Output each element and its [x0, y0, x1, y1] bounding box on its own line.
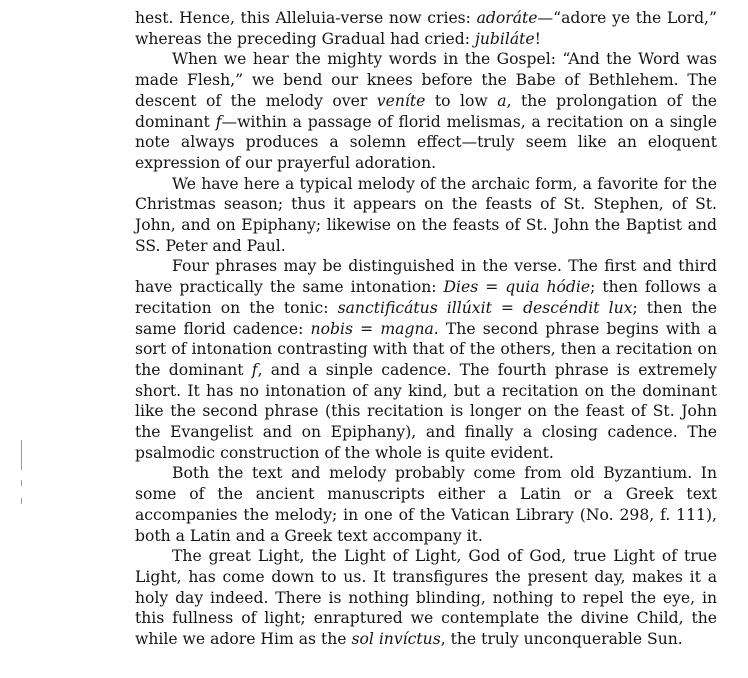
- text-run: Four phrases may be distinguished in the verse. The first and third have practically the same intonation:: [135, 257, 717, 297]
- italic-text: veníte: [376, 91, 426, 110]
- text-run: =: [352, 319, 381, 338]
- text-run: ; then the same florid cadence:: [135, 298, 717, 338]
- text-run: =: [491, 298, 524, 317]
- text-run: , the truly unconquerable Sun.: [440, 630, 683, 649]
- text-run: Both the text and melody probably come from old Byzantium. In some of the ancient manuscripts either a Latin or a Greek text accompanies the melody; in one of the Vatican Library (No. 298, f. 111), both a Latin and a Greek text accompany it.: [135, 464, 717, 545]
- margin-tick: [21, 480, 22, 486]
- document-body: [135, 8, 717, 650]
- text-run: hest. Hence, this Alleluia-verse now cries:: [135, 9, 477, 27]
- italic-text: Dies: [443, 278, 479, 297]
- italic-text: descéndit lux: [523, 298, 633, 317]
- text-run: When we hear the mighty words in the Gospel: “And the Word was made Flesh,” we bend our knees before the Babe of Bethlehem. The descent of the melody over: [135, 50, 717, 110]
- paragraph: [135, 8, 717, 49]
- paragraph: [135, 174, 717, 257]
- italic-text: f: [215, 112, 222, 131]
- italic-text: sanctificátus illúxit: [337, 298, 492, 317]
- text-run: —“adore ye the Lord,” whereas the preceding Gradual had cried:: [135, 9, 717, 48]
- text-run: , the prolongation of the dominant: [135, 91, 718, 131]
- paragraph: [135, 256, 717, 463]
- italic-text: jubiláte: [474, 29, 535, 48]
- margin-tick: [21, 498, 22, 504]
- paragraph: [135, 463, 717, 546]
- text-run: . The second phrase begins with a sort of intonation contrasting with that of the others, then a recitation on the dominant: [135, 319, 717, 379]
- text-run: to low: [425, 91, 498, 110]
- text-run: The great Light, the Light of Light, God of God, true Light of true Light, has come down to us. It transfigures the present day, makes it a holy day indeed. There is nothing blinding, nothing to repel the eye, in this fullness of light; enraptured we contemplate the divine Child, the while we adore Him as the: [135, 547, 717, 649]
- italic-text: quia hódie: [505, 278, 591, 297]
- text-run: , and a sinple cadence. The fourth phrase is extremely short. It has no intonation of any kind, but a recitation on the dominant like the second phrase (this recitation is longer on the feast of St. John the Evangelist and on Epiphany), and finally a closing cadence. The psalmodic construction of the whole is quite evident.: [135, 360, 717, 462]
- italic-text: a: [497, 91, 507, 110]
- italic-text: sol invíctus: [351, 630, 441, 649]
- paragraph: [135, 546, 717, 650]
- text-run: ; then follows a recitation on the tonic:: [135, 278, 718, 317]
- margin-rule: [21, 440, 22, 470]
- text-run: =: [478, 278, 506, 297]
- text-run: We have here a typical melody of the archaic form, a favorite for the Christmas season; thus it appears on the feasts of St. Stephen, of St. John, and on Epiphany; likewise on the feasts of St. John the Baptist and SS. Peter and Paul.: [135, 174, 717, 255]
- italic-text: nobis: [310, 319, 353, 338]
- paragraph: [135, 49, 717, 173]
- italic-text: magna: [380, 319, 434, 338]
- italic-text: f: [251, 360, 258, 379]
- text-run: —within a passage of florid melismas, a recitation on a single note always produces a solemn effect—truly seem like an eloquent expression of our prayerful adoration.: [135, 112, 717, 172]
- italic-text: adoráte: [476, 9, 538, 27]
- text-run: !: [534, 29, 541, 48]
